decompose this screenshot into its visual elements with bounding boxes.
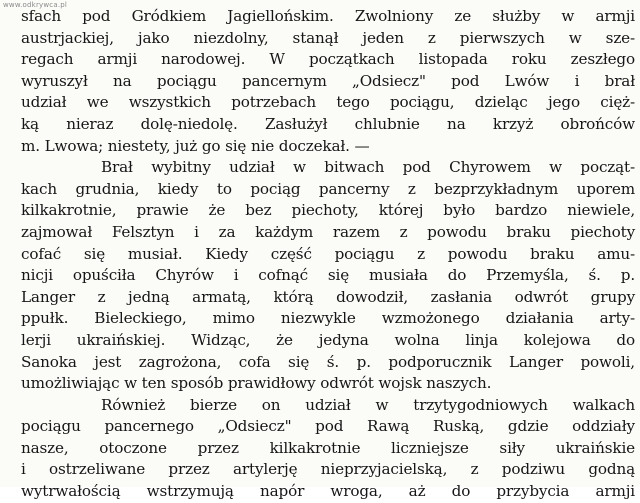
paragraph-start-line: Również bierze on udział w trzytygodniowych walkach [101, 395, 635, 414]
text-line: kach grudnia, kiedy to pociąg pancerny z bezprzykładnym uporem [21, 179, 635, 198]
text-line: Sanoka jest zagrożona, cofa się ś. p. podporucznik Langer powoli, [21, 352, 635, 371]
text-line: kilkakrotnie, prawie że bez piechoty, której było bardzo niewiele, [21, 201, 635, 220]
text-line: Langer z jedną armatą, którą dowodził, zasłania odwrót grupy [21, 287, 635, 306]
watermark: www.odkrywca.pl [3, 1, 68, 9]
text-line: sfach pod Gródkiem Jagiellońskim. Zwolniony ze służby w armji [21, 7, 635, 25]
text-line: wyruszył na pociągu pancernym „Odsiecz" pod Lwów i brał [21, 71, 635, 90]
text-line: zajmował Felsztyn i za każdym razem z powodu braku piechoty [21, 222, 635, 241]
text-line: ppułk. Bieleckiego, mimo niezwykle wzmożonego działania arty- [21, 309, 635, 328]
text-line: lerji ukraińskiej. Widząc, że jedyna wolna linja kolejowa do [21, 330, 635, 349]
text-line: nicji opuściła Chyrów i cofnąć się musiała do Przemyśla, ś. p. [21, 266, 635, 285]
paragraph-start-line: Brał wybitny udział w bitwach pod Chyrowem w począt- [101, 158, 635, 177]
text-line: ką nieraz dolę-niedolę. Zasłużył chlubnie na krzyż obrońców [21, 114, 635, 133]
text-line: regach armji narodowej. W początkach listopada roku zeszłego [21, 50, 635, 69]
text-line: nasze, otoczone przez kilkakrotnie liczniejsze siły ukraińskie [21, 438, 635, 457]
text-line: udział we wszystkich potrzebach tego pociągu, dzieląc jego cięż- [21, 93, 635, 112]
text-line: umożliwiając w ten sposób prawidłowy odwrót wojsk naszych. [21, 374, 492, 393]
text-line: pociągu pancernego „Odsiecz" pod Rawą Ruską, gdzie oddziały [21, 417, 635, 436]
text-line: wytrwałością wstrzymują napór wroga, aż do przybycia armji [21, 482, 635, 501]
text-line: m. Lwowa; niestety, już go się nie doczekał. — [21, 136, 370, 155]
text-line: i ostrzeliwane przez artylerję nieprzyjacielską, z podziwu godną [21, 460, 635, 479]
text-line: austrjackiej, jako niezdolny, stanął jeden z pierwszych w sze- [21, 28, 635, 47]
text-line: cofać się musiał. Kiedy część pociągu z powodu braku amu- [21, 244, 635, 263]
